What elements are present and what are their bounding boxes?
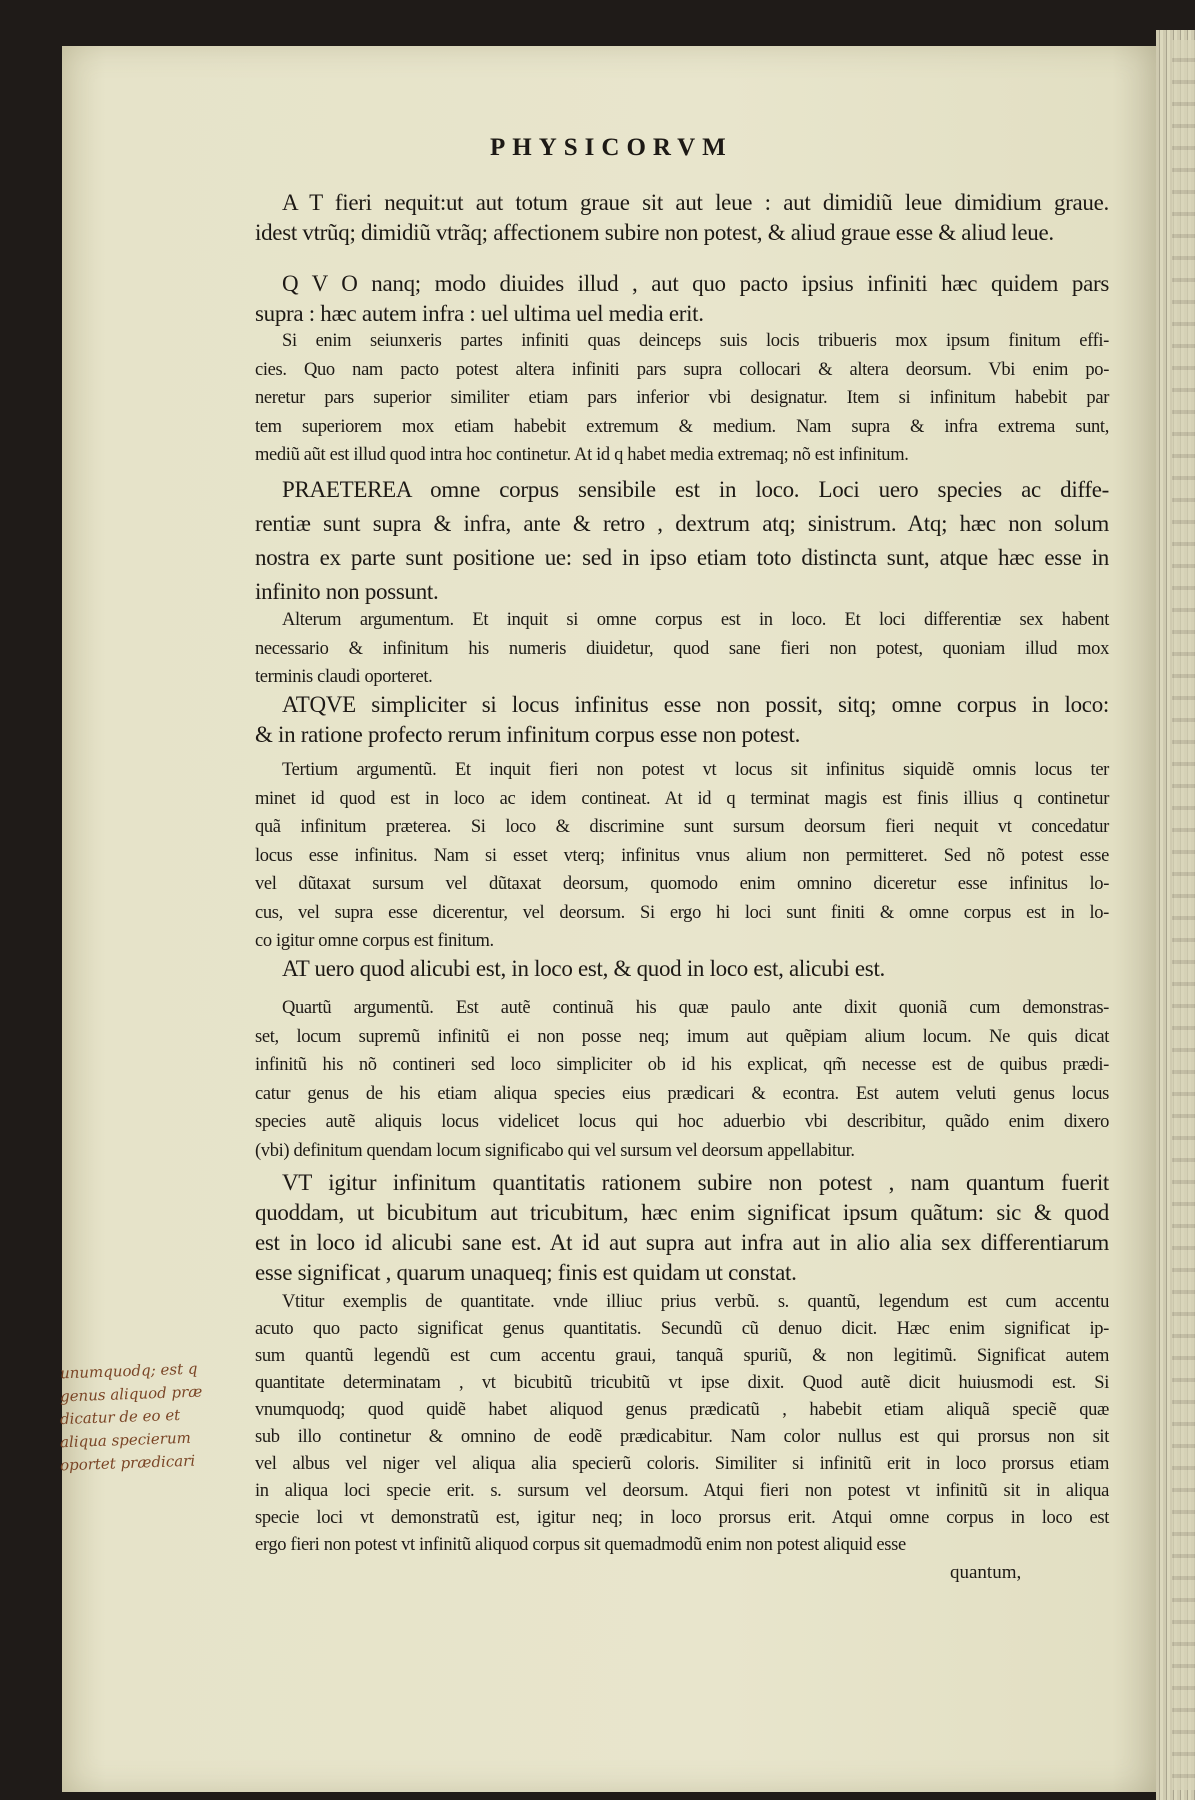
text-line: rentiæ sunt supra & infra, ante & retro , dextrum atq; sinistrum. Atq; hæc non solum [255, 511, 1109, 536]
text-line: supra : hæc autem infra : uel ultima uel media erit. [255, 301, 704, 326]
handwritten-note-line: dicatur de eo et [59, 1405, 181, 1429]
commentary-line: infinitũ his nõ contineri sed loco simpliciter ob id his explicat, qm̃ necesse est de quibus prædi- [255, 1055, 1109, 1075]
commentary-line: vnumquodq; quod quidẽ habet aliquod genus prædicatũ , habebit etiam aliquã speciẽ quæ [255, 1400, 1109, 1420]
commentary-line: vel albus vel niger vel aliqua alia specierũ coloris. Similiter si infinitũ erit in loco prorsus etiam [255, 1454, 1109, 1474]
text-line: Q V O nanq; modo diuides illud , aut quo pacto ipsius infiniti hæc quidem pars [282, 271, 1109, 296]
text-line: VT igitur infinitum quantitatis rationem subire non potest , nam quantum fuerit [282, 1170, 1109, 1195]
commentary-line: species autẽ aliquis locus videlicet locus qui hoc aduerbio vbi describitur, quãdo enim dixero [255, 1112, 1109, 1132]
commentary-line: sub illo continetur & omnino de eodẽ prædicabitur. Nam color nullus est qui prorsus non sit [255, 1427, 1109, 1447]
handwritten-note-line: genus aliquod præ [59, 1382, 203, 1406]
text-line: esse significat , quarum unaqueq; finis est quidam ut constat. [255, 1260, 797, 1285]
commentary-line: terminis claudi oporteret. [255, 667, 433, 687]
commentary-line: specie loci vt demonstratũ est, igitur neq; in loco prorsus erit. Atqui omne corpus in loco est [255, 1508, 1109, 1528]
commentary-line: Vtitur exemplis de quantitate. vnde illiuc prius verbũ. s. quantũ, legendum est cum accentu [282, 1292, 1109, 1312]
text-line: ATQVE simpliciter si locus infinitus esse non possit, sitq; omne corpus in loco: [282, 692, 1109, 717]
commentary-line: quã infinitum præterea. Si loco & discrimine sunt sursum deorsum fieri nequit vt concedatur [255, 817, 1109, 837]
commentary-line: sum quantũ legendũ est cum accentu graui, tanquã spuriũ, & non legitimũ. Significat autem [255, 1346, 1109, 1366]
commentary-line: catur genus de his etiam aliqua species eius prædicari & econtra. Est autem veluti genus locus [255, 1083, 1109, 1104]
commentary-line: locus esse infinitus. Nam si esset vterq; infinitus vnus alium non permitteret. Sed nõ potest esse [255, 845, 1109, 866]
commentary-line: vel dũtaxat sursum vel dũtaxat deorsum, quomodo enim omnino diceretur esse infinitus lo- [255, 874, 1109, 894]
commentary-line: co igitur omne corpus est finitum. [255, 931, 494, 951]
text-line: quoddam, ut bicubitum aut tricubitum, hæc enim significat ipsum quãtum: sic & quod [255, 1200, 1109, 1225]
commentary-line: neretur pars superior similiter etiam pars inferior vbi designatur. Item si infinitum habebit par [255, 388, 1109, 408]
commentary-line: Si enim seiunxeris partes infiniti quas deinceps suis locis tribueris mox ipsum finitum effi- [282, 331, 1109, 351]
commentary-line: Quartũ argumentũ. Est autẽ continuã his quæ paulo ante dixit quoniã cum demonstras- [282, 998, 1109, 1018]
handwritten-note-line: aliqua specierum [59, 1428, 192, 1452]
text-line: AT uero quod alicubi est, in loco est, & quod in loco est, alicubi est. [282, 956, 886, 981]
text-line: nostra ex parte sunt positione ue: sed in ipso etiam toto distincta sunt, atque hæc esse in [255, 545, 1109, 570]
text-line: A T fieri nequit:ut aut totum graue sit aut leue : aut dimidiũ leue dimidium graue. [282, 190, 1109, 215]
handwritten-note-line: unumquodq; est q [59, 1359, 198, 1383]
running-header: PHYSICORVM [490, 134, 733, 161]
commentary-line: ergo fieri non potest vt infinitũ aliquod corpus sit quemadmodũ enim non potest aliquid esse [255, 1535, 906, 1555]
handwritten-note-line: oportet prædicari [59, 1451, 196, 1475]
commentary-line: cies. Quo nam pacto potest altera infiniti pars supra collocari & altera deorsum. Vbi enim po- [255, 359, 1109, 380]
commentary-line: tem superiorem mox etiam habebit extremum & medium. Nam supra & infra extrema sunt, [255, 416, 1109, 437]
commentary-line: mediũ aũt est illud quod intra hoc continetur. At id q habet media extremaq; nõ est infinitum. [255, 445, 909, 465]
commentary-line: (vbi) definitum quendam locum significabo qui vel sursum vel deorsum appellabitur. [255, 1140, 855, 1161]
commentary-line: in aliqua loci specie erit. s. sursum vel deorsum. Atqui fieri non potest vt infinitũ sit in aliqua [255, 1481, 1109, 1501]
catchword: quantum, [950, 1562, 1022, 1583]
commentary-line: necessario & infinitum his numeris diuidetur, quod sane fieri non potest, quoniam illud mox [255, 638, 1109, 659]
next-page-edge [1172, 40, 1195, 1790]
commentary-line: cus, vel supra esse dicerentur, vel deorsum. Si ergo hi loci sunt finiti & omne corpus est in lo- [255, 902, 1109, 923]
commentary-line: quantitate determinatam , vt bicubitũ tricubitũ vt ipse dixit. Quod autẽ dicit huiusmodi est. Si [255, 1373, 1109, 1393]
commentary-line: minet id quod est in loco ac idem contineat. At id q terminat magis est finis illius q continetur [255, 788, 1109, 809]
text-line: est in loco id alicubi sane est. At id aut supra aut infra aut in alio alia sex differentiarum [255, 1230, 1109, 1255]
commentary-line: Tertium argumentũ. Et inquit fieri non potest vt locus sit infinitus siquidẽ omnis locus ter [282, 760, 1109, 780]
text-line: infinito non possunt. [255, 579, 439, 604]
commentary-line: set, locum supremũ infinitũ ei non posse neq; imum aut quẽpiam alium locum. Ne quis dicat [255, 1026, 1109, 1047]
commentary-line: Alterum argumentum. Et inquit si omne corpus est in loco. Et loci differentiæ sex habent [282, 610, 1109, 630]
commentary-line: acuto quo pacto significat genus quantitatis. Secundũ cũ denuo dicit. Hæc enim significat ip- [255, 1319, 1109, 1339]
text-line: idest vtrũq; dimidiũ vtrãq; affectionem subire non potest, & aliud graue esse & aliud leue. [255, 220, 1054, 245]
text-line: & in ratione profecto rerum infinitum corpus esse non potest. [255, 722, 801, 747]
text-line: PRAETEREA omne corpus sensibile est in loco. Loci uero species ac diffe- [282, 477, 1109, 502]
